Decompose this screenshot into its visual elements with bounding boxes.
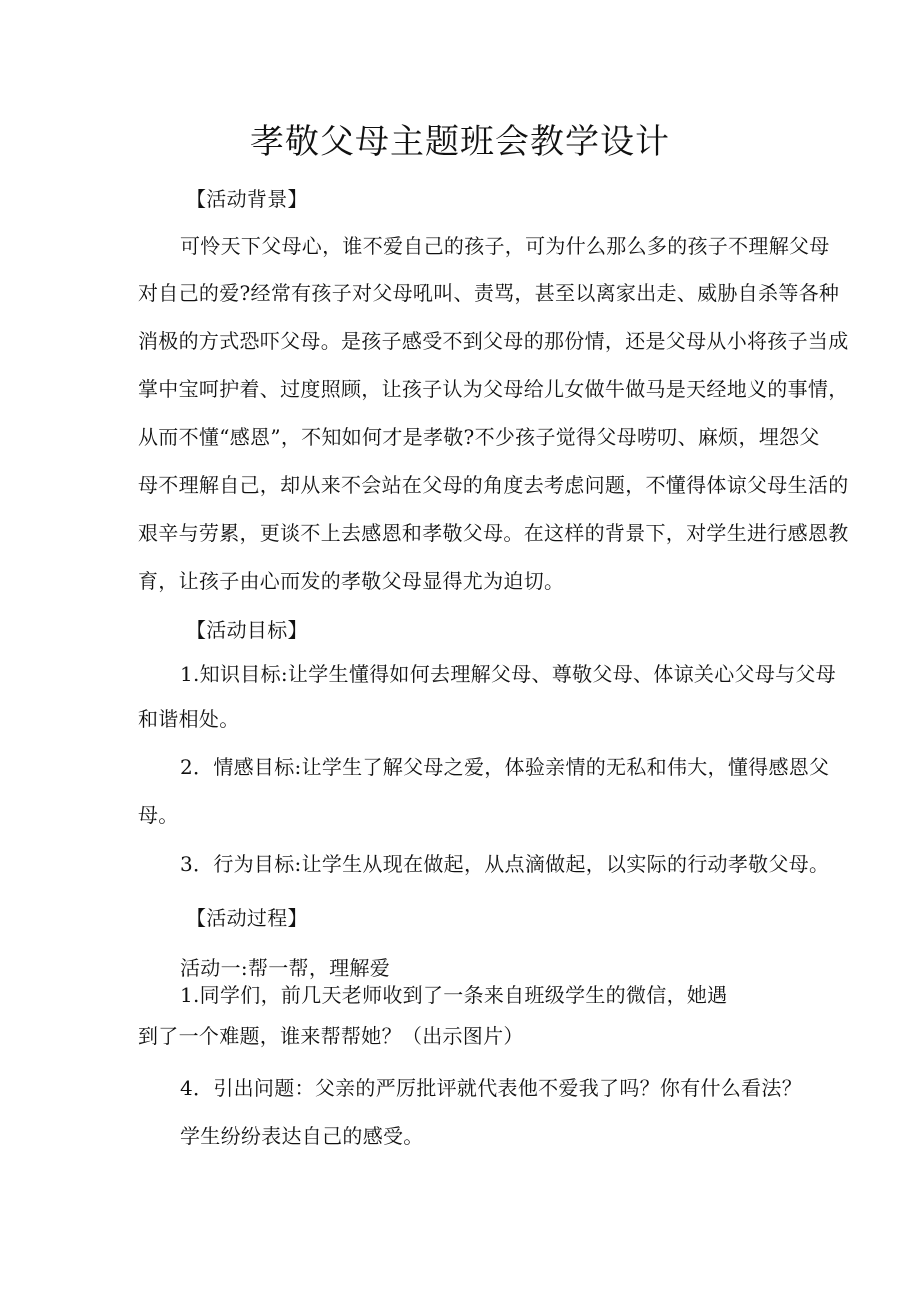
goal-item-knowledge-cont: 和谐相处。 (138, 707, 240, 731)
section-heading-background: 【活动背景】 (186, 187, 308, 211)
activity-step-4: 4．引出问题：父亲的严厉批评就代表他不爱我了吗？你有什么看法？ (180, 1076, 803, 1100)
activity-step-1-cont: 到了一个难题，谁来帮帮她？（出示图片） (138, 1024, 524, 1048)
student-response: 学生纷纷表达自己的感受。 (180, 1124, 424, 1148)
activity-title: 活动一:帮一帮，理解爱 (180, 956, 391, 980)
paragraph-line: 可怜天下父母心，谁不爱自己的孩子，可为什么那么多的孩子不理解父母 (180, 234, 830, 258)
goal-item-behavior: 3．行为目标:让学生从现在做起，从点滴做起，以实际的行动孝敬父母。 (180, 852, 830, 876)
paragraph-line: 消极的方式恐吓父母。是孩子感受不到父母的那份情，还是父母从小将孩子当成 (138, 329, 849, 353)
section-heading-goals: 【活动目标】 (186, 618, 308, 642)
paragraph-line: 育，让孩子由心而发的孝敬父母显得尤为迫切。 (138, 569, 565, 593)
paragraph-line: 母不理解自己，却从来不会站在父母的角度去考虑问题，不懂得体谅父母生活的 (138, 473, 849, 497)
paragraph-line: 从而不懂“感恩”，不知如何才是孝敬?不少孩子觉得父母唠叨、麻烦，埋怨父 (138, 425, 820, 449)
paragraph-line: 掌中宝呵护着、过度照顾，让孩子认为父母给儿女做牛做马是天经地义的事情， (138, 377, 849, 401)
goal-item-knowledge: 1.知识目标:让学生懂得如何去理解父母、尊敬父母、体谅关心父母与父母 (180, 662, 837, 686)
goal-item-emotion-cont: 母。 (138, 803, 179, 827)
goal-item-emotion: 2．情感目标:让学生了解父母之爱，体验亲情的无私和伟大，懂得感恩父 (180, 755, 830, 779)
section-heading-process: 【活动过程】 (186, 906, 308, 930)
paragraph-line: 艰辛与劳累，更谈不上去感恩和孝敬父母。在这样的背景下，对学生进行感恩教 (138, 521, 849, 545)
activity-step-1: 1.同学们，前几天老师收到了一条来自班级学生的微信，她遇 (180, 983, 728, 1007)
document-title: 孝敬父母主题班会教学设计 (250, 122, 670, 162)
paragraph-line: 对自己的爱?经常有孩子对父母吼叫、责骂，甚至以离家出走、威胁自杀等各种 (138, 281, 840, 305)
